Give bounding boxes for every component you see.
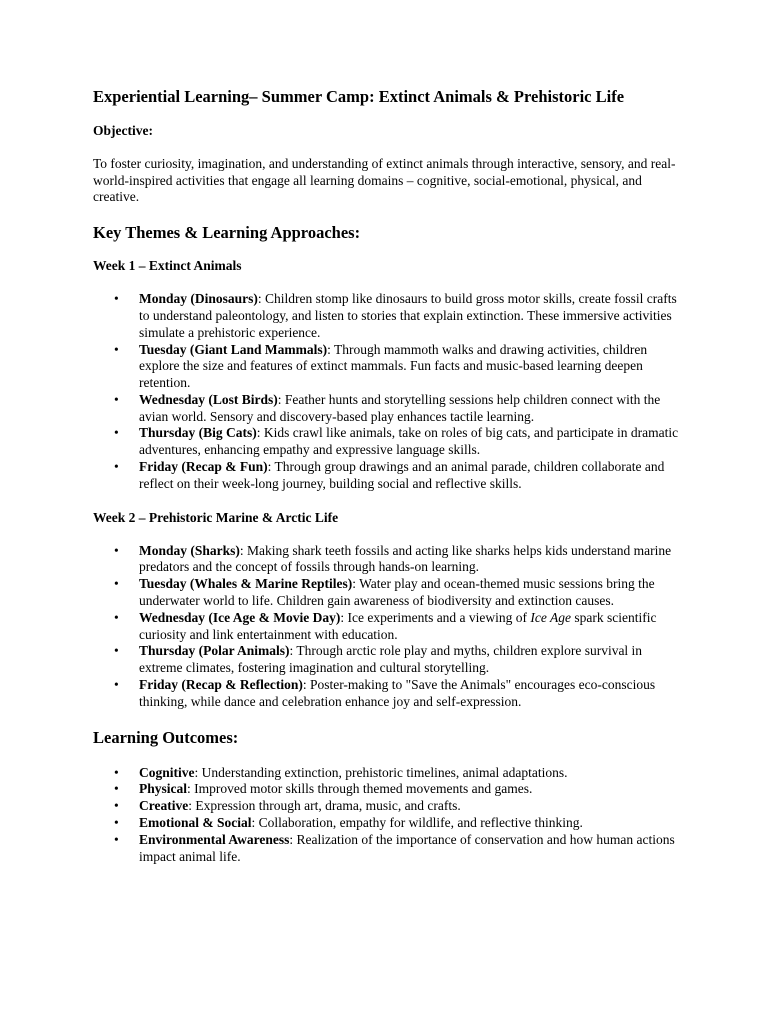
item-label: Cognitive — [139, 764, 195, 780]
list-item — [93, 459, 683, 493]
week2-heading: Week 2 – Prehistoric Marine & Arctic Life — [93, 509, 339, 525]
list-item — [93, 815, 683, 832]
bullet-icon: • — [114, 677, 119, 693]
bullet-icon: • — [114, 391, 119, 407]
objective-text: To foster curiosity, imagination, and understanding of extinct animals through interactive, sensory, and real-world-inspired activities that engage all learning domains – cognitive, social-emotional, physical, and creative. — [93, 156, 676, 205]
item-label: Wednesday (Ice Age & Movie Day) — [139, 609, 341, 625]
item-text: : Expression through art, drama, music, and crafts. — [188, 798, 461, 814]
item-text: : Children stomp like dinosaurs to build gross motor skills, create fossil crafts to understand paleontology, and listen to stories that explain extinction. These immersive activities simulate a prehistoric experience. — [139, 291, 677, 340]
bullet-icon: • — [114, 643, 119, 659]
movie-title: Ice Age — [530, 609, 572, 625]
bullet-icon: • — [114, 425, 119, 441]
item-text: : Collaboration, empathy for wildlife, and reflective thinking. — [251, 815, 583, 831]
bullet-icon: • — [114, 542, 119, 558]
item-label: Tuesday (Whales & Marine Reptiles) — [139, 576, 353, 592]
item-text: : Poster-making to "Save the Animals" encourages eco-conscious thinking, while dance and celebration enhance joy and self-expression. — [139, 677, 656, 709]
key-themes-heading: Key Themes & Learning Approaches: — [93, 223, 361, 243]
bullet-icon: • — [114, 609, 119, 625]
list-item — [93, 342, 683, 392]
list-item — [93, 677, 683, 711]
item-text: : Ice experiments and a viewing of — [340, 609, 531, 625]
list-item — [93, 765, 683, 782]
list-item — [93, 543, 683, 577]
week1-list — [93, 291, 683, 493]
item-text: : Kids crawl like animals, take on roles of big cats, and participate in dramatic adventures, enhancing empathy and expressive language skills. — [139, 425, 679, 458]
list-item — [93, 392, 683, 426]
list-item — [93, 576, 683, 610]
bullet-icon: • — [114, 815, 119, 831]
item-text: : Realization of the importance of conservation and how human actions impact animal life. — [139, 831, 675, 864]
item-text: : Making shark teeth fossils and acting like sharks helps kids understand marine predators and the concept of fossils through hands-on learning. — [139, 542, 672, 575]
bullet-icon: • — [114, 341, 119, 357]
learning-outcomes-heading: Learning Outcomes: — [93, 727, 239, 747]
item-text: : Feather hunts and storytelling sessions help children connect with the avian world. Sensory and discovery-based play enhances tactile learning. — [139, 391, 661, 424]
item-label: Monday (Sharks) — [139, 542, 240, 558]
objective-label: Objective: — [93, 123, 153, 138]
item-label: Thursday (Polar Animals) — [139, 643, 290, 659]
item-label: Thursday (Big Cats) — [139, 425, 257, 441]
item-text: : Improved motor skills through themed movements and games. — [187, 781, 533, 797]
week1-heading: Week 1 – Extinct Animals — [93, 258, 242, 274]
bullet-icon: • — [114, 576, 119, 592]
item-text: : Understanding extinction, prehistoric timelines, animal adaptations. — [194, 764, 568, 780]
item-label: Physical — [139, 781, 188, 797]
list-item — [93, 832, 683, 866]
document-title: Experiential Learning– Summer Camp: Extinct Animals & Prehistoric Life — [93, 87, 625, 106]
item-label: Monday (Dinosaurs) — [139, 291, 258, 307]
item-text: : Water play and ocean-themed music sessions bring the underwater world to life. Children gain awareness of biodiversity and extinction causes. — [139, 576, 655, 609]
item-text: spark scientific curiosity and link entertainment with education. — [139, 609, 657, 642]
outcomes-list — [93, 765, 683, 866]
list-item — [93, 610, 683, 644]
list-item — [93, 643, 683, 677]
item-text: : Through group drawings and an animal parade, children collaborate and reflect on their week-long journey, building social and reflective skills. — [139, 459, 665, 491]
list-item — [93, 798, 683, 815]
list-item — [93, 425, 683, 459]
list-item — [93, 291, 683, 341]
item-label: Friday (Recap & Fun) — [139, 459, 268, 475]
item-label: Friday (Recap & Reflection) — [139, 677, 303, 693]
item-text: : Through mammoth walks and drawing activities, children explore the size and features of extinct mammals. Fun facts and music-based learning deepen retention. — [139, 341, 648, 391]
document-page — [93, 86, 683, 865]
bullet-icon: • — [114, 798, 119, 814]
item-label: Environmental Awareness — [139, 831, 290, 847]
bullet-icon: • — [114, 764, 119, 780]
bullet-icon: • — [114, 291, 119, 307]
bullet-icon: • — [114, 831, 119, 847]
week2-list — [93, 543, 683, 711]
item-label: Emotional & Social — [139, 815, 252, 831]
list-item — [93, 781, 683, 798]
bullet-icon: • — [114, 781, 119, 797]
item-text: : Through arctic role play and myths, children explore survival in extreme climates, fostering imagination and cultural storytelling. — [139, 643, 643, 676]
item-label: Wednesday (Lost Birds) — [139, 391, 278, 407]
bullet-icon: • — [114, 459, 119, 475]
item-label: Tuesday (Giant Land Mammals) — [139, 341, 328, 357]
item-label: Creative — [139, 798, 189, 814]
